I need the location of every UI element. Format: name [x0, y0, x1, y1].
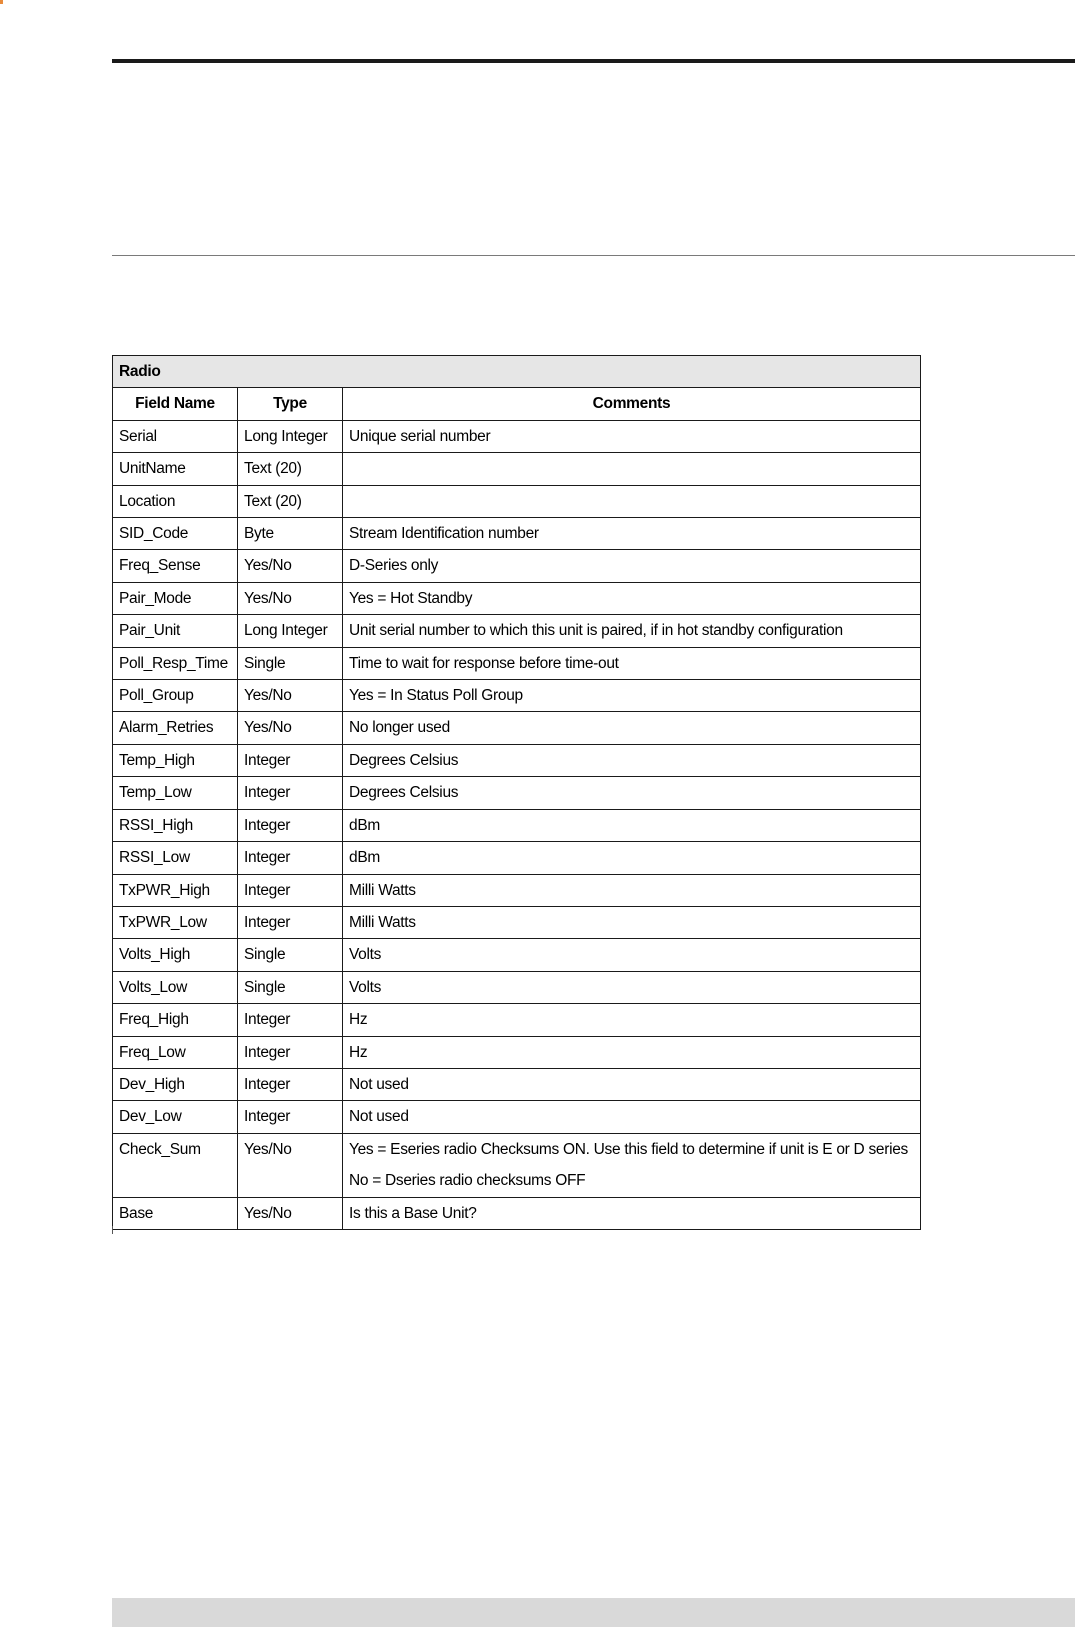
table-row [113, 1068, 921, 1100]
comment-line: Unit serial number to which this unit is paired, if in hot standby configuration [349, 622, 843, 640]
table-row [113, 809, 921, 841]
comment-line: Unique serial number [349, 427, 491, 445]
cell-type: Long Integer [238, 615, 343, 647]
table-row [113, 777, 921, 809]
table-row [113, 647, 921, 679]
cell-field-name: UnitName [113, 453, 238, 485]
cell-comments [343, 1068, 921, 1100]
cell-field-name: RSSI_Low [113, 842, 238, 874]
cell-field-name: Pair_Mode [113, 582, 238, 614]
cell-field-name: Freq_Sense [113, 550, 238, 582]
comment-line: Yes = In Status Poll Group [349, 687, 523, 705]
cell-field-name: Base [113, 1197, 238, 1229]
cell-comments [343, 453, 921, 485]
table-row [113, 971, 921, 1003]
comment-line: Time to wait for response before time-out [349, 654, 619, 672]
cell-field-name: Freq_Low [113, 1036, 238, 1068]
cell-comments [343, 1101, 921, 1133]
cell-comments [343, 518, 921, 550]
cell-field-name: RSSI_High [113, 809, 238, 841]
header-rule [112, 59, 1075, 63]
cell-comments [343, 485, 921, 517]
cell-comments [343, 1036, 921, 1068]
cell-comments [343, 939, 921, 971]
comment-line [349, 453, 914, 484]
footer-bar [112, 1598, 1075, 1627]
cell-comments [343, 1133, 921, 1197]
table-row [113, 453, 921, 485]
table-row [113, 1004, 921, 1036]
radio-table [112, 355, 921, 1230]
cell-type: Text (20) [238, 485, 343, 517]
cell-comments [343, 1197, 921, 1229]
cell-type: Integer [238, 1004, 343, 1036]
comment-line: Not used [349, 1108, 409, 1126]
section-rule [112, 255, 1075, 256]
table-row [113, 582, 921, 614]
cell-field-name: TxPWR_Low [113, 906, 238, 938]
cell-type: Integer [238, 1068, 343, 1100]
cell-type: Integer [238, 1101, 343, 1133]
cell-comments [343, 680, 921, 712]
cell-type: Yes/No [238, 680, 343, 712]
table-row [113, 874, 921, 906]
corner-mark [0, 0, 3, 4]
table-header-row [113, 388, 921, 420]
comment-line [349, 486, 914, 517]
table-row [113, 485, 921, 517]
table-title: Radio [113, 356, 921, 388]
table-row [113, 939, 921, 971]
cell-type: Single [238, 647, 343, 679]
cell-type: Integer [238, 842, 343, 874]
cell-comments [343, 647, 921, 679]
comment-line: Yes = Hot Standby [349, 589, 473, 607]
comment-line: Stream Identification number [349, 525, 539, 543]
table-row [113, 680, 921, 712]
table-row [113, 550, 921, 582]
table-caption-row [113, 356, 921, 388]
comment-line: Degrees Celsius [349, 784, 459, 802]
comment-line: No longer used [349, 719, 450, 737]
cell-type: Long Integer [238, 420, 343, 452]
comment-line: Yes = Eseries radio Checksums ON. Use this field to determine if unit is E or D series [349, 1140, 908, 1158]
cell-field-name: SID_Code [113, 518, 238, 550]
cell-type: Yes/No [238, 1197, 343, 1229]
cell-comments [343, 842, 921, 874]
table-row [113, 1197, 921, 1229]
table-row [113, 842, 921, 874]
table-row [113, 906, 921, 938]
cell-type: Integer [238, 744, 343, 776]
header-field-name: Field Name [113, 388, 238, 420]
cell-field-name: Temp_High [113, 744, 238, 776]
cell-field-name: Pair_Unit [113, 615, 238, 647]
cell-type: Yes/No [238, 582, 343, 614]
cell-comments [343, 744, 921, 776]
cell-type: Single [238, 971, 343, 1003]
cell-field-name: Check_Sum [113, 1133, 238, 1197]
table-row [113, 1101, 921, 1133]
cell-comments [343, 582, 921, 614]
cell-type: Integer [238, 777, 343, 809]
table-row [113, 615, 921, 647]
cell-comments [343, 550, 921, 582]
comment-line: Milli Watts [349, 913, 416, 931]
cell-comments [343, 615, 921, 647]
cell-comments [343, 874, 921, 906]
cell-type: Integer [238, 809, 343, 841]
comment-line: Is this a Base Unit? [349, 1204, 477, 1222]
header-comments: Comments [343, 388, 921, 420]
cell-field-name: Location [113, 485, 238, 517]
cell-comments [343, 1004, 921, 1036]
cell-field-name: Dev_Low [113, 1101, 238, 1133]
comment-line: dBm [349, 816, 380, 834]
comment-line: Degrees Celsius [349, 751, 459, 769]
cell-comments [343, 420, 921, 452]
cell-type: Yes/No [238, 1133, 343, 1197]
table-row [113, 1036, 921, 1068]
comment-line: No = Dseries radio checksums OFF [349, 1172, 586, 1190]
cell-type: Integer [238, 874, 343, 906]
cell-field-name: Volts_High [113, 939, 238, 971]
table-row [113, 518, 921, 550]
cell-field-name: Poll_Resp_Time [113, 647, 238, 679]
table-row [113, 712, 921, 744]
comment-line: Volts [349, 946, 382, 964]
comment-line: Hz [349, 1043, 368, 1061]
cell-field-name: Serial [113, 420, 238, 452]
cell-comments [343, 971, 921, 1003]
comment-line: Milli Watts [349, 881, 416, 899]
cell-field-name: Dev_High [113, 1068, 238, 1100]
comment-line: D-Series only [349, 557, 439, 575]
comment-line: Not used [349, 1075, 409, 1093]
comment-line: dBm [349, 849, 380, 867]
cell-field-name: Volts_Low [113, 971, 238, 1003]
table-row [113, 744, 921, 776]
cell-field-name: Alarm_Retries [113, 712, 238, 744]
cell-field-name: TxPWR_High [113, 874, 238, 906]
table-body [113, 420, 921, 1229]
table-row [113, 1133, 921, 1197]
cell-comments [343, 777, 921, 809]
cell-type: Integer [238, 1036, 343, 1068]
cell-field-name: Temp_Low [113, 777, 238, 809]
comment-line: Volts [349, 978, 382, 996]
cell-type: Yes/No [238, 712, 343, 744]
cell-type: Text (20) [238, 453, 343, 485]
cell-comments [343, 906, 921, 938]
cell-type: Single [238, 939, 343, 971]
cell-type: Byte [238, 518, 343, 550]
radio-table-container [112, 355, 920, 1230]
cell-field-name: Poll_Group [113, 680, 238, 712]
cell-comments [343, 712, 921, 744]
cell-comments [343, 809, 921, 841]
cell-field-name: Freq_High [113, 1004, 238, 1036]
table-row [113, 420, 921, 452]
header-type: Type [238, 388, 343, 420]
cell-type: Integer [238, 906, 343, 938]
table-corner-tick [112, 1226, 113, 1234]
comment-line: Hz [349, 1011, 368, 1029]
cell-type: Yes/No [238, 550, 343, 582]
